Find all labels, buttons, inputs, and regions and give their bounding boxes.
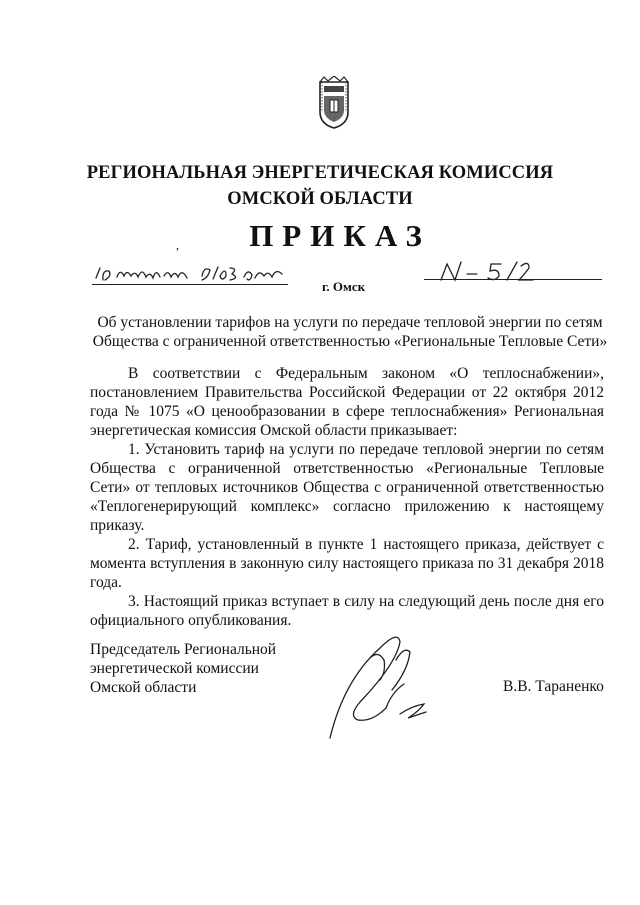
position-line-1: Председатель Региональной [90,641,277,658]
org-line-2: ОМСКОЙ ОБЛАСТИ [227,189,413,209]
position-line-3: Омской области [90,679,197,696]
city-label: г. Омск [322,279,366,294]
handwritten-signature-icon [300,620,450,740]
position-line-2: энергетической комиссии [90,660,259,677]
org-line-1: РЕГИОНАЛЬНАЯ ЭНЕРГЕТИЧЕСКАЯ КОМИССИЯ [86,163,554,183]
number-underline [424,279,602,280]
subject-line-1: Об установлении тарифов на услуги по передаче тепловой энергии по сетям [97,314,603,331]
handwritten-date [92,262,292,284]
omsk-coat-of-arms-icon [318,76,350,130]
order-item-3: 3. Настоящий приказ вступает в силу на следующий день после дня его официального опубликования. [90,593,604,629]
tick-mark: , [176,238,179,252]
organization-name [0,160,640,212]
order-item-1: 1. Установить тариф на услуги по передаче тепловой энергии по сетям Общества с ограниченной ответственностью «Региональные Тепловые Сети» от тепловых источников Общества с ограниченной ответственностью «Теплогенерирующий комплекс» согласно приложению к настоящему приказу. [90,441,604,534]
order-body [90,364,604,630]
date-underline [92,284,288,285]
document-title: ПРИКАЗ [249,218,431,253]
order-subject [90,313,610,351]
handwritten-number [435,258,535,284]
signatory-position [90,640,276,697]
signatory-name: В.В. Тараненко [503,678,604,695]
subject-line-2: Общества с ограниченной ответственностью «Региональные Тепловые Сети» [92,333,608,350]
preamble-paragraph: В соответствии с Федеральным законом «О теплоснабжении», постановлением Правительства Российской Федерации от 22 октября 2012 года № 1075 «О ценообразовании в сфере теплоснабжения» Региональная энергетическая комиссия Омской области приказывает: [90,365,604,439]
order-item-2: 2. Тариф, установленный в пункте 1 настоящего приказа, действует с момента вступления в законную силу настоящего приказа по 31 декабря 2018 года. [90,536,604,591]
